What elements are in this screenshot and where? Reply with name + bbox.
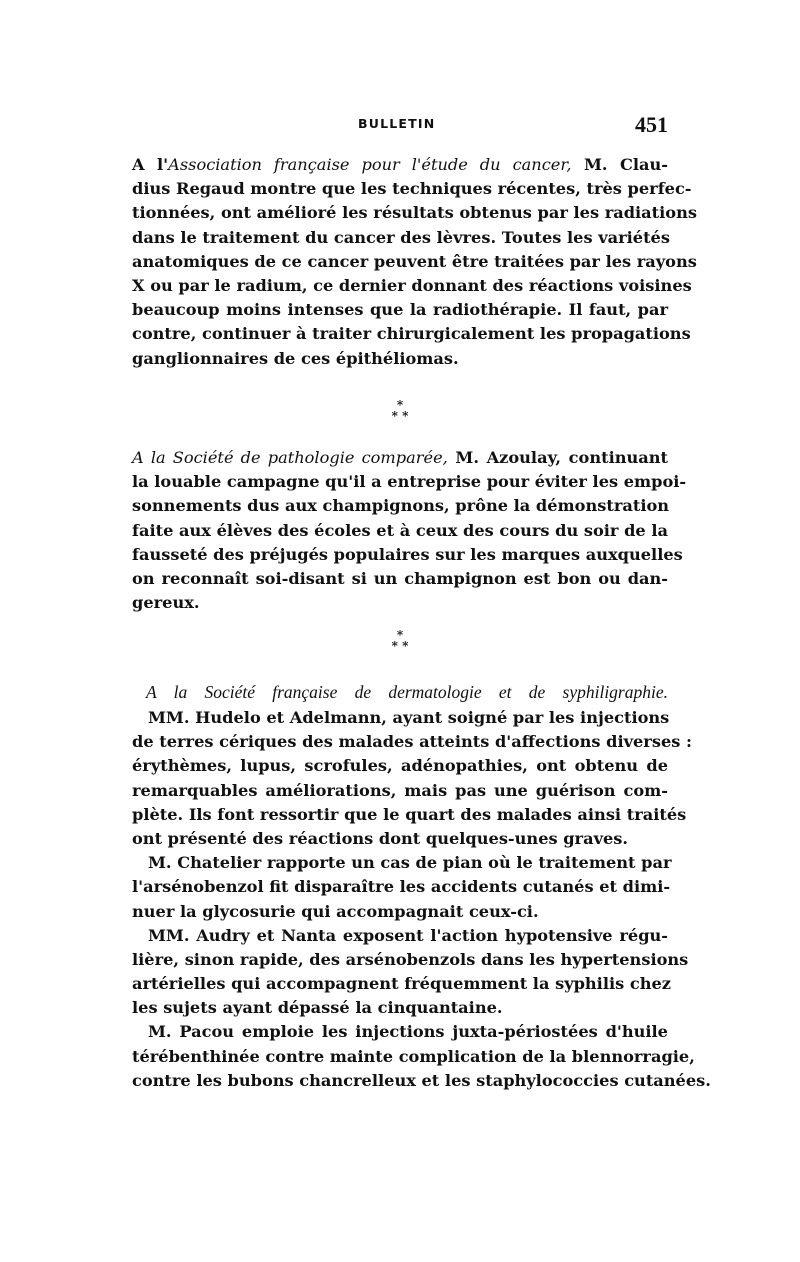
text-line: M. Chatelier rapporte un cas de pian où le traitement par <box>148 853 672 873</box>
text-line: ganglionnaires de ces épithéliomas. <box>132 348 459 368</box>
institution-name: Association française pour l'étude du cancer, <box>168 155 572 174</box>
text-line: fausseté des préjugés populaires sur les marques auxquelles <box>132 544 683 564</box>
text-line: lière, sinon rapide, des arsénobenzols dans les hypertensions <box>132 949 689 969</box>
text-line: l'arsénobenzol fit disparaître les accidents cutanés et dimi- <box>132 877 671 897</box>
text-line: plète. Ils font ressortir que le quart des malades ainsi traités <box>132 804 687 824</box>
text-line: tionnées, ont amélioré les résultats obtenus par les radiations <box>132 203 697 223</box>
institution-name: A la Société de pathologie comparée, <box>132 448 448 467</box>
text-line: X ou par le radium, ce dernier donnant des réactions voisines <box>132 275 692 295</box>
asterism-separator: * * * <box>391 398 409 423</box>
text-line: contre les bubons chancrelleux et les staphylococcies cutanées. <box>132 1070 711 1090</box>
text-line: nuer la glycosurie qui accompagnait ceux-ci. <box>132 901 539 921</box>
text-line: beaucoup moins intenses que la radiothérapie. Il faut, par <box>132 300 668 320</box>
text-line: ont présenté des réactions dont quelques-unes graves. <box>132 828 629 848</box>
text-line: A la Société de pathologie comparée, M. Azoulay, continuant <box>132 448 668 467</box>
text-line: érythèmes, lupus, scrofules, adénopathies, ont obtenu de <box>132 756 668 776</box>
text-line: les sujets ayant dépassé la cinquantaine. <box>132 998 503 1018</box>
asterism-separator: * * * <box>391 628 409 653</box>
text-line: A l'Association française pour l'étude du cancer, M. Clau- <box>132 155 668 174</box>
text-line: la louable campagne qu'il a entreprise pour éviter les empoi- <box>132 472 687 492</box>
text-line: MM. Hudelo et Adelmann, ayant soigné par les injections <box>148 708 670 727</box>
running-head <box>132 112 668 136</box>
page-number: 451 <box>635 112 668 137</box>
text-line: sonnements dus aux champignons, prône la démonstration <box>132 496 670 516</box>
section-heading-dermatologie: A la Société française de dermatologie et de syphiligraphie. <box>146 682 668 702</box>
text-line: anatomiques de ce cancer peuvent être traitées par les rayons <box>132 251 697 271</box>
running-title: BULLETIN <box>358 116 436 131</box>
text-line: faite aux élèves des écoles et à ceux des cours du soir de la <box>132 520 668 540</box>
text-line: térébenthinée contre mainte complication de la blennorragie, <box>132 1046 695 1066</box>
text-line: de terres cériques des malades atteints d'affections diverses : <box>132 732 692 752</box>
text-line: contre, continuer à traiter chirurgicalement les propagations <box>132 324 691 344</box>
text-line: M. Pacou emploie les injections juxta-périostées d'huile <box>148 1022 668 1042</box>
text-line: gereux. <box>132 593 200 613</box>
text-line: artérielles qui accompagnent fréquemment la syphilis chez <box>132 974 672 994</box>
text-line: on reconnaît soi-disant si un champignon est bon ou dan- <box>132 568 668 588</box>
section-pathologie <box>132 446 687 615</box>
text-line: MM. Audry et Nanta exposent l'action hypotensive régu- <box>148 925 668 945</box>
text-line: dius Regaud montre que les techniques récentes, très perfec- <box>132 179 692 199</box>
section-dermatologie <box>132 706 711 1093</box>
text-line: dans le traitement du cancer des lèvres. Toutes les variétés <box>132 227 670 247</box>
text-line: remarquables améliorations, mais pas une guérison com- <box>132 780 668 800</box>
section-cancer <box>132 153 697 371</box>
